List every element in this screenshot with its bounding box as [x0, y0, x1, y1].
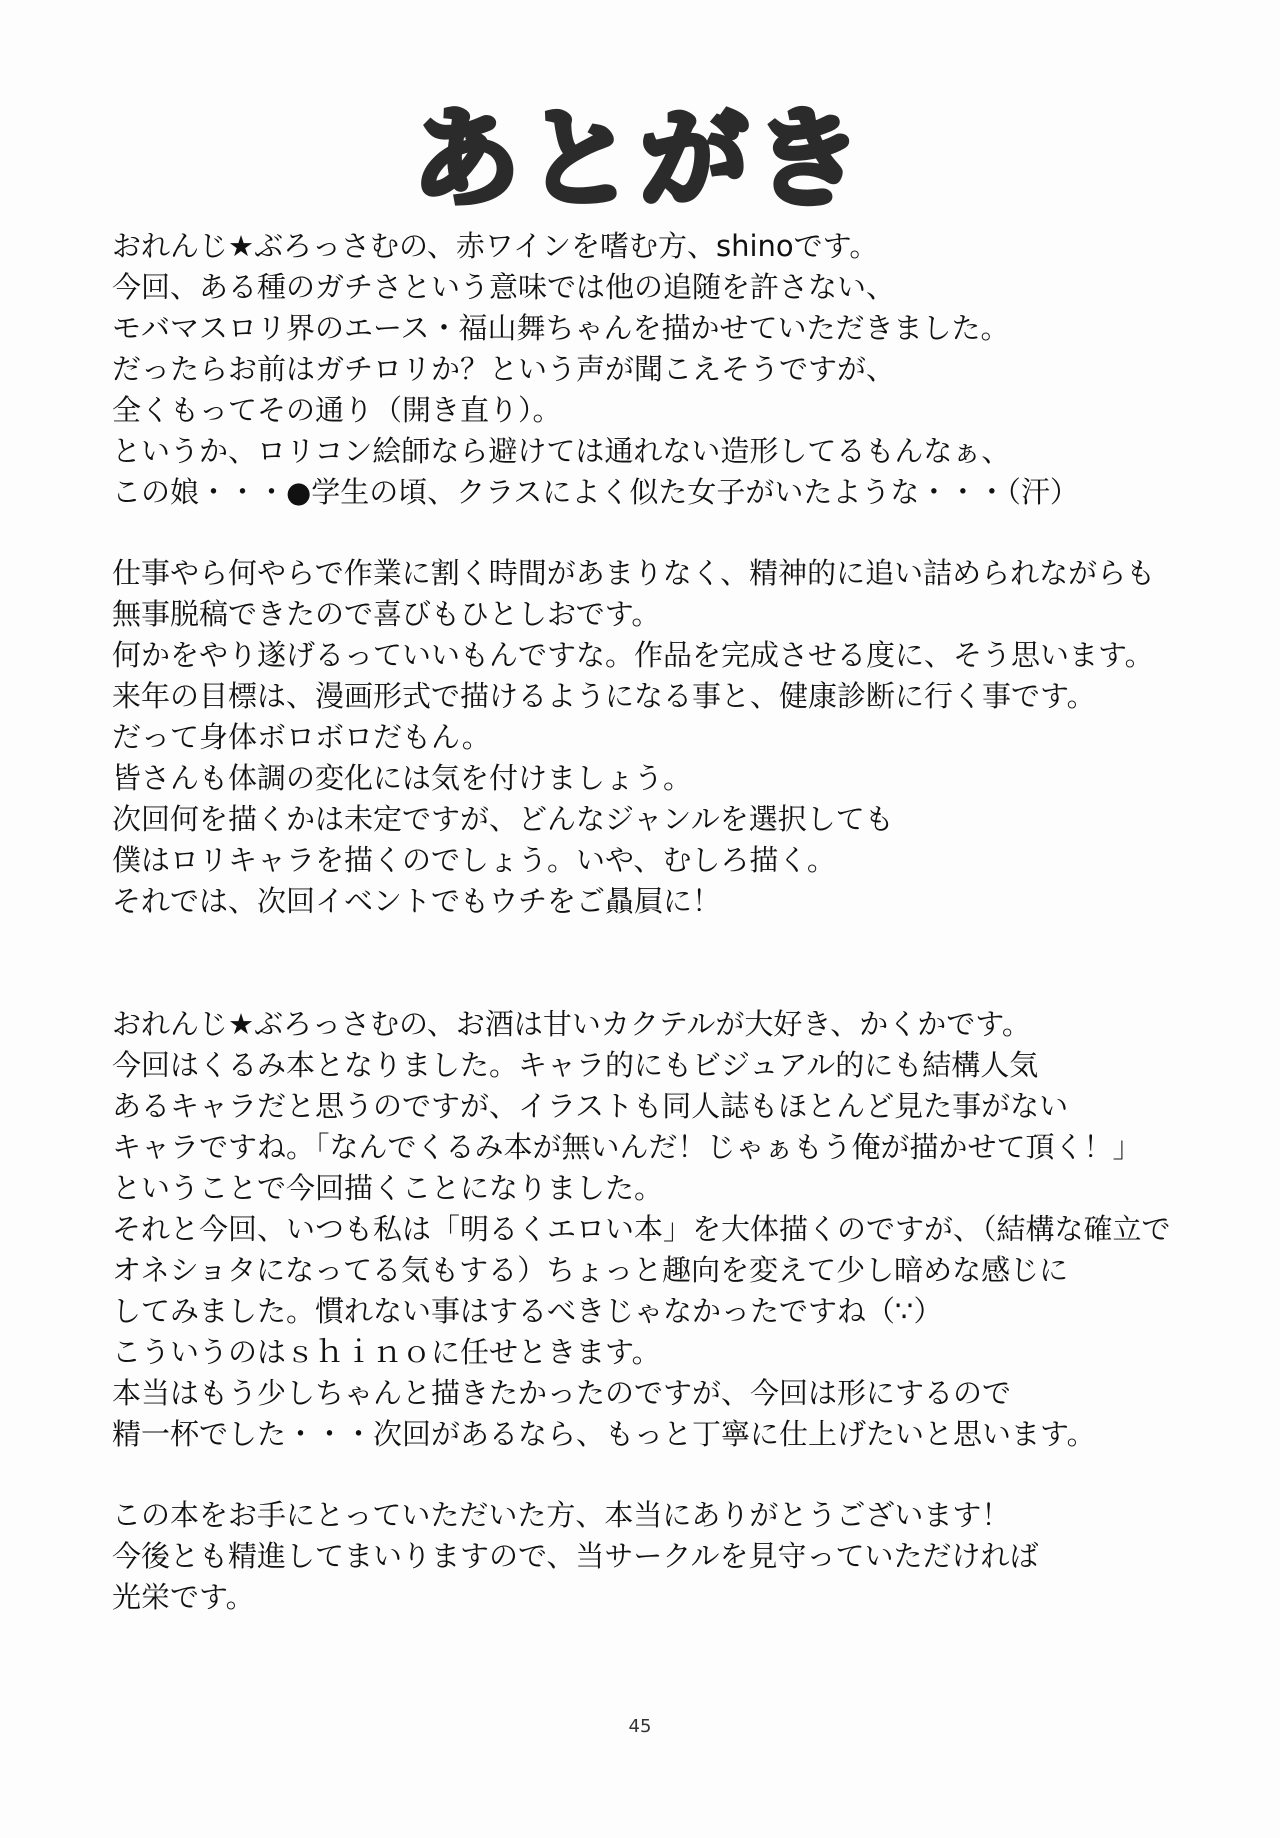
section-closing — [112, 1495, 1172, 1618]
paragraph-spacer — [112, 1455, 1172, 1495]
text-line: 今後とも精進してまいりますので、当サークルを見守っていただければ — [112, 1539, 1039, 1573]
text-line: それでは、次回イベントでもウチをご贔屓に！ — [112, 884, 722, 918]
text-line: 本当はもう少しちゃんと描きたかったのですが、今回は形にするので — [112, 1376, 1012, 1410]
text-line: 全くもってその通り（開き直り）。 — [112, 393, 562, 427]
section-kakuka — [112, 1004, 1172, 1455]
text-line: 今回、ある種のガチさという意味では他の追随を許さない、 — [112, 270, 896, 304]
page-number: 45 — [628, 1716, 652, 1737]
text-line: 次回何を描くかは未定ですが、どんなジャンルを選択しても — [112, 802, 894, 836]
text-line: 今回はくるみ本となりました。キャラ的にもビジュアル的にも結構人気 — [112, 1048, 1039, 1082]
text-line: この本をお手にとっていただいた方、本当にありがとうございます！ — [112, 1498, 1011, 1532]
text-line: だったらお前はガチロリか？という声が聞こえそうですが、 — [112, 352, 896, 386]
text-line: この娘・・・●学生の頃、クラスによく似た女子がいたような・・・（汗） — [112, 475, 1079, 509]
text-line: だって身体ボロボロだもん。 — [112, 720, 491, 754]
text-line: それと今回、いつも私は「明るくエロい本」を大体描くのですが、（結構な確立で — [112, 1212, 1171, 1246]
section-shino-2 — [112, 553, 1172, 922]
text-line: あるキャラだと思うのですが、イラストも同人誌もほとんど見た事がない — [112, 1089, 1069, 1123]
afterword-body — [112, 226, 1172, 1618]
section-shino — [112, 226, 1172, 513]
page-title: あとがき — [411, 97, 868, 222]
paragraph-spacer — [112, 513, 1172, 553]
text-line: 僕はロリキャラを描くのでしょう。いや、むしろ描く。 — [112, 843, 836, 877]
text-line: 無事脱稿できたので喜びもひとしおです。 — [112, 597, 661, 631]
text-line: モバマスロリ界のエース・福山舞ちゃんを描かせていただきました。 — [112, 311, 1010, 345]
paragraph-spacer — [112, 922, 1172, 1004]
text-line: 来年の目標は、漫画形式で描けるようになる事と、健康診断に行く事です。 — [112, 679, 1096, 713]
text-line: してみました。慣れない事はするべきじゃなかったですね（∵） — [112, 1294, 943, 1328]
text-line: 何かをやり遂げるっていいもんですな。作品を完成させる度に、そう思います。 — [112, 638, 1154, 672]
text-line: 仕事やら何やらで作業に割く時間があまりなく、精神的に追い詰められながらも — [112, 556, 1156, 590]
text-line: 皆さんも体調の変化には気を付けましょう。 — [112, 761, 693, 795]
text-line: 光栄です。 — [112, 1580, 255, 1614]
text-line: おれんじ★ぶろっさむの、お酒は甘いカクテルが大好き、かくかです。 — [112, 1007, 1031, 1041]
text-line: 精一杯でした・・・次回があるなら、もっと丁寧に仕上げたいと思います。 — [112, 1417, 1096, 1451]
text-line: キャラですね。「なんでくるみ本が無いんだ！じゃぁもう俺が描かせて頂く！」 — [112, 1130, 1142, 1164]
text-line: ということで今回描くことになりました。 — [112, 1171, 664, 1205]
text-line: こういうのはｓｈｉｎｏに任せときます。 — [112, 1335, 661, 1369]
text-line: おれんじ★ぶろっさむの、赤ワインを嗜む方、shinoです。 — [112, 229, 879, 263]
text-line: というか、ロリコン絵師なら避けては通れない造形してるもんなぁ、 — [112, 434, 1011, 468]
text-line: オネショタになってる気もする）ちょっと趣向を変えて少し暗めな感じに — [112, 1253, 1069, 1287]
